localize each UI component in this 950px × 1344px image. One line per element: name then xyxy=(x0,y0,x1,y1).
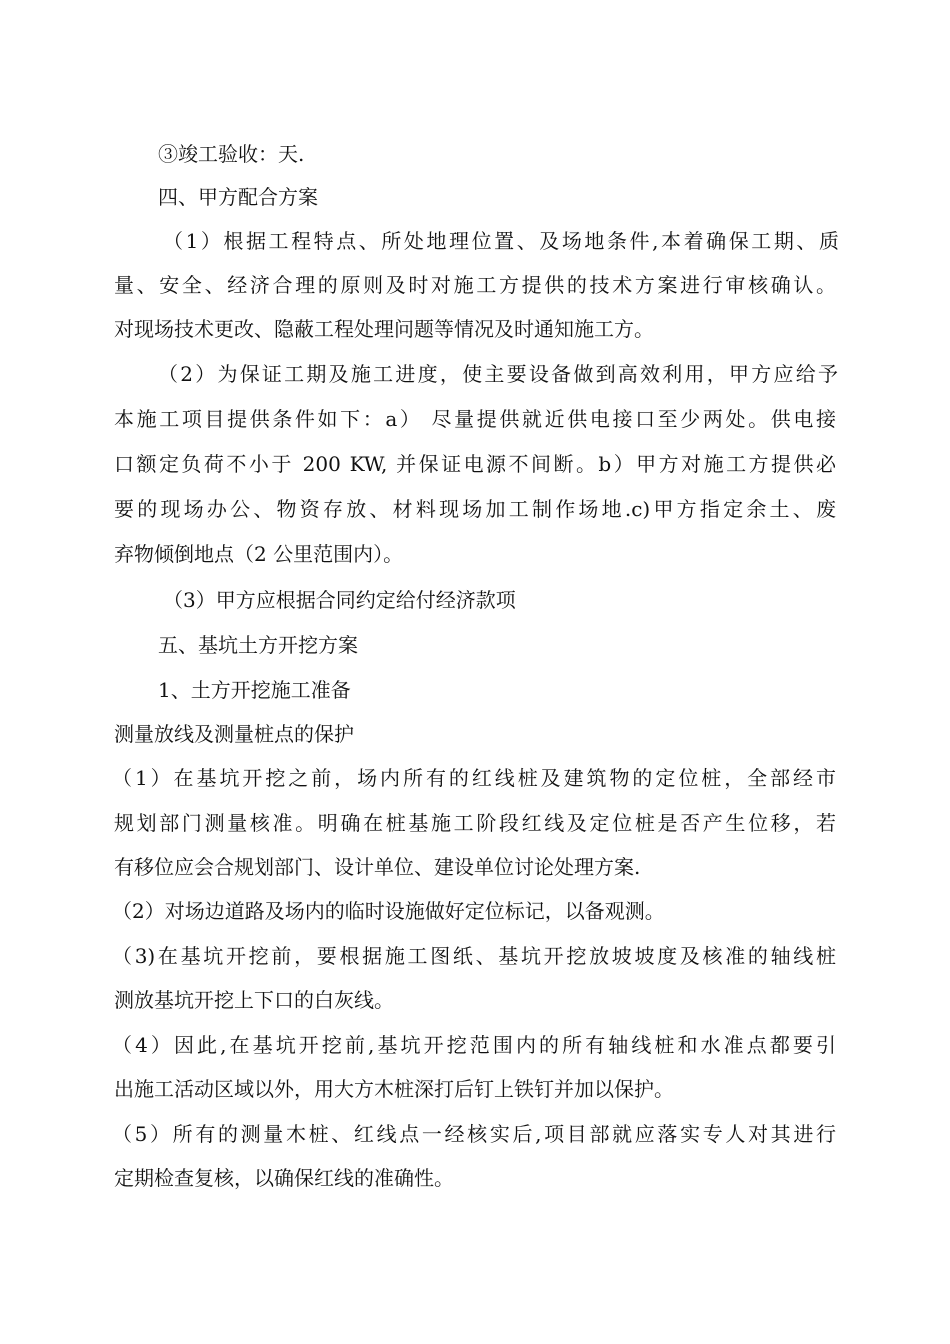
paragraph-line: 有移位应会合规划部门、设计单位、建设单位讨论处理方案. xyxy=(114,855,641,879)
paragraph-line: （2）为保证工期及施工进度，使主要设备做到高效利用，甲方应给予 xyxy=(158,362,838,386)
paragraph-line: （2）对场边道路及场内的临时设施做好定位标记，以备观测。 xyxy=(112,899,665,923)
paragraph-line: 规划部门测量核准。明确在桩基施工阶段红线及定位桩是否产生位移，若 xyxy=(114,811,836,835)
paragraph-line: （5）所有的测量木桩、红线点一经核实后,项目部就应落实专人对其进行 xyxy=(112,1122,836,1146)
paragraph-line: （1）在基坑开挖之前，场内所有的红线桩及建筑物的定位桩，全部经市 xyxy=(112,766,836,790)
paragraph-line: 口额定负荷不小于 200 KW, 并保证电源不间断。b）甲方对施工方提供必 xyxy=(114,452,836,476)
paragraph-line: 量、安全、经济合理的原则及时对施工方提供的技术方案进行审核确认。 xyxy=(114,273,836,297)
paragraph-line: 对现场技术更改、隐蔽工程处理问题等情况及时通知施工方。 xyxy=(114,317,654,341)
paragraph-line: （1）根据工程特点、所处地理位置、及场地条件,本着确保工期、质 xyxy=(163,229,839,253)
paragraph-line: 出施工活动区域以外，用大方木桩深打后钉上铁钉并加以保护。 xyxy=(114,1077,674,1101)
paragraph-line: 弃物倾倒地点（2 公里范围内）。 xyxy=(114,542,404,566)
section-heading-owner-cooperation: 四、甲方配合方案 xyxy=(158,185,318,209)
paragraph-line: （4）因此,在基坑开挖前,基坑开挖范围内的所有轴线桩和水准点都要引 xyxy=(112,1033,836,1057)
paragraph-line: 定期检查复核，以确保红线的准确性。 xyxy=(114,1166,454,1190)
paragraph-line: 要的现场办公、物资存放、材料现场加工制作场地.c)甲方指定余土、废 xyxy=(114,497,836,521)
paragraph-line: 测放基坑开挖上下口的白灰线。 xyxy=(114,988,394,1012)
paragraph-line: （3)在基坑开挖前，要根据施工图纸、基坑开挖放坡坡度及核准的轴线桩 xyxy=(112,944,836,968)
subsection-heading-survey: 测量放线及测量桩点的保护 xyxy=(114,722,354,746)
paragraph-line: 本施工项目提供条件如下：a） 尽量提供就近供电接口至少两处。供电接 xyxy=(114,407,836,431)
subsection-heading-preparation: 1、土方开挖施工准备 xyxy=(158,678,351,702)
completion-acceptance-line: ③竣工验收：天. xyxy=(158,142,305,166)
paragraph-line: （3）甲方应根据合同约定给付经济款项 xyxy=(163,588,516,612)
section-heading-excavation: 五、基坑土方开挖方案 xyxy=(158,633,358,657)
